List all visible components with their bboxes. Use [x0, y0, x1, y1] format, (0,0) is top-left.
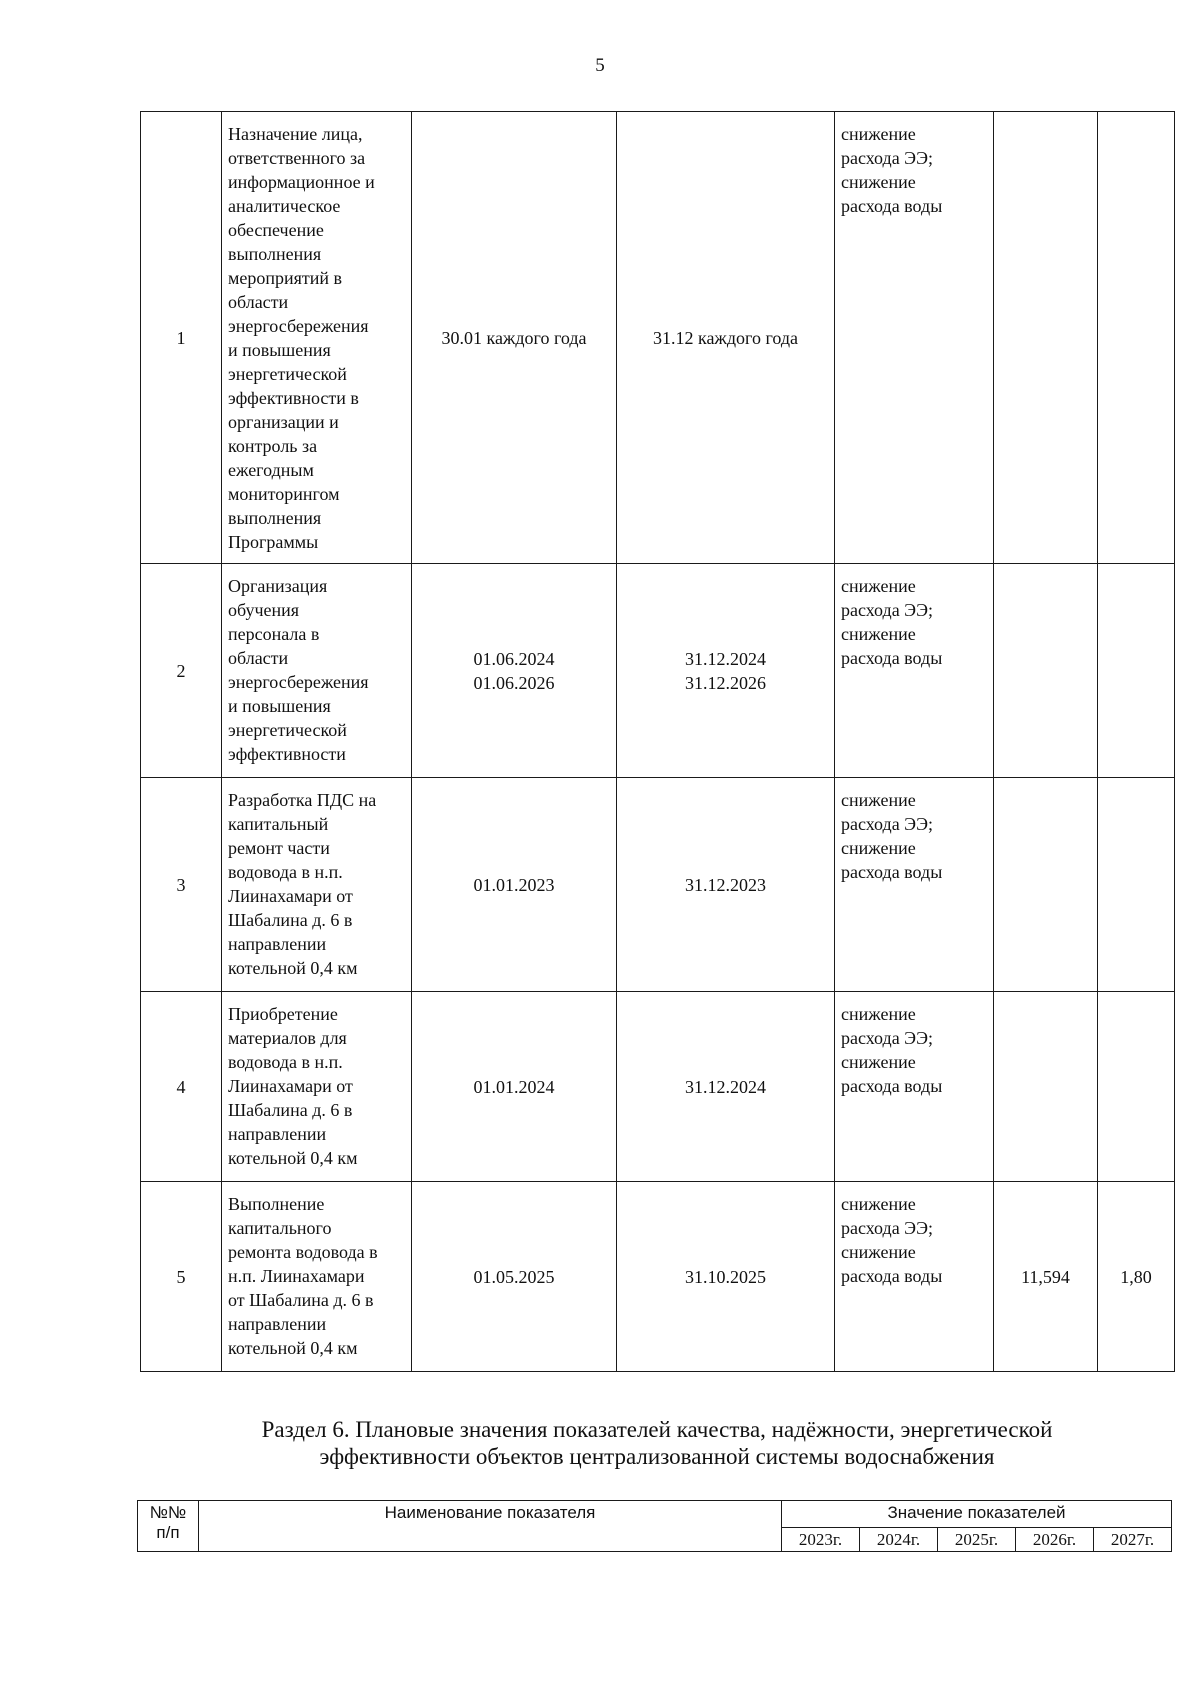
measure-name-line: выполнения — [228, 508, 322, 528]
start-date-line: 01.06.2024 — [473, 648, 555, 669]
measure-name-line: эффективности — [228, 744, 346, 764]
value-a — [994, 564, 1098, 778]
expected-effect — [835, 112, 994, 564]
end-date-line: 31.12.2024 — [685, 648, 766, 669]
measure-name-line: выполнения — [228, 244, 322, 264]
indicators-table — [137, 1500, 1172, 1552]
value-b — [1098, 992, 1175, 1182]
effect-line: снижение — [841, 1052, 916, 1072]
effect-line: снижение — [841, 1242, 916, 1262]
measure-number: 4 — [141, 992, 222, 1182]
measure-name-line: мониторингом — [228, 484, 340, 504]
measure-name — [222, 112, 412, 564]
effect-line: расхода ЭЭ; — [841, 148, 933, 168]
value-b — [1098, 564, 1175, 778]
year-2025: 2025г. — [938, 1528, 1016, 1552]
measure-name-line: персонала в — [228, 624, 320, 644]
value-a: 11,594 — [994, 1182, 1098, 1372]
effect-line: снижение — [841, 1004, 916, 1024]
measure-name-line: от Шабалина д. 6 в — [228, 1290, 374, 1310]
measure-name-line: водовода в н.п. — [228, 862, 343, 882]
measure-name-line: водовода в н.п. — [228, 1052, 343, 1072]
year-2023: 2023г. — [782, 1528, 860, 1552]
effect-line: расхода воды — [841, 1266, 943, 1286]
start-date-line: 30.01 каждого года — [441, 327, 587, 348]
expected-effect — [835, 564, 994, 778]
measure-row — [141, 564, 1175, 778]
effect-line: снижение — [841, 576, 916, 596]
measure-number: 5 — [141, 1182, 222, 1372]
measure-name-line: эффективности в — [228, 388, 359, 408]
measure-name-line: Выполнение — [228, 1194, 325, 1214]
end-date — [617, 778, 835, 992]
measure-name-line: ответственного за — [228, 148, 366, 168]
page-number: 5 — [595, 55, 605, 76]
measure-number: 3 — [141, 778, 222, 992]
header-number-line-1: №№ — [149, 1503, 187, 1522]
effect-line: снижение — [841, 838, 916, 858]
section-6-title — [140, 1416, 1174, 1470]
measure-name-line: контроль за — [228, 436, 318, 456]
start-date — [412, 1182, 617, 1372]
start-date-line: 01.05.2025 — [473, 1266, 555, 1287]
end-date — [617, 1182, 835, 1372]
measure-name-line: и повышения — [228, 340, 331, 360]
effect-line: расхода ЭЭ; — [841, 1218, 933, 1238]
header-number — [138, 1501, 199, 1552]
effect-line: расхода ЭЭ; — [841, 814, 933, 834]
start-date-line: 01.01.2024 — [473, 1076, 555, 1097]
measure-name-line: Программы — [228, 532, 319, 552]
value-a — [994, 112, 1098, 564]
value-b: 1,80 — [1098, 1182, 1175, 1372]
value-a — [994, 778, 1098, 992]
expected-effect — [835, 1182, 994, 1372]
effect-line: расхода воды — [841, 648, 943, 668]
start-date-line: 01.06.2026 — [473, 672, 555, 693]
measure-name-line: информационное и — [228, 172, 375, 192]
measure-name-line: направлении — [228, 1124, 327, 1144]
measure-row — [141, 992, 1175, 1182]
measure-name-line: аналитическое — [228, 196, 341, 216]
measure-name-line: обеспечение — [228, 220, 324, 240]
start-date-line: 01.01.2023 — [473, 874, 555, 895]
effect-line: снижение — [841, 1194, 916, 1214]
start-date — [412, 992, 617, 1182]
measure-name-line: материалов для — [228, 1028, 347, 1048]
effect-line: снижение — [841, 624, 916, 644]
measure-name-line: капитального — [228, 1218, 332, 1238]
value-b — [1098, 112, 1175, 564]
end-date-line: 31.12.2024 — [685, 1076, 766, 1097]
effect-line: расхода воды — [841, 862, 943, 882]
measure-number: 1 — [141, 112, 222, 564]
effect-line: расхода воды — [841, 1076, 943, 1096]
measure-name — [222, 1182, 412, 1372]
measure-name-line: Назначение лица, — [228, 124, 363, 144]
measure-name-line: котельной 0,4 км — [228, 1148, 358, 1168]
measure-name-line: энергосбережения — [228, 672, 369, 692]
measure-name-line: котельной 0,4 км — [228, 958, 358, 978]
measure-name-line: ремонт части — [228, 838, 330, 858]
value-b — [1098, 778, 1175, 992]
measure-row — [141, 778, 1175, 992]
effect-line: снижение — [841, 790, 916, 810]
effect-line: снижение — [841, 124, 916, 144]
measure-name-line: Шабалина д. 6 в — [228, 1100, 353, 1120]
measure-name-line: мероприятий в — [228, 268, 343, 288]
year-2027: 2027г. — [1094, 1528, 1172, 1552]
measure-name-line: н.п. Лиинахамари — [228, 1266, 365, 1286]
end-date-line: 31.12.2026 — [685, 672, 766, 693]
end-date — [617, 564, 835, 778]
measure-name-line: области — [228, 292, 289, 312]
measure-name-line: обучения — [228, 600, 300, 620]
measure-name-line: ежегодным — [228, 460, 314, 480]
effect-line: расхода ЭЭ; — [841, 600, 933, 620]
section-6-title-line-2: эффективности объектов централизованной системы водоснабжения — [319, 1444, 995, 1469]
header-indicator-name: Наименование показателя — [199, 1501, 782, 1552]
end-date — [617, 992, 835, 1182]
measure-name — [222, 564, 412, 778]
measure-name-line: энергосбережения — [228, 316, 369, 336]
effect-line: расхода воды — [841, 196, 943, 216]
measure-name-line: направлении — [228, 1314, 327, 1334]
year-2026: 2026г. — [1016, 1528, 1094, 1552]
start-date — [412, 112, 617, 564]
end-date-line: 31.10.2025 — [685, 1266, 766, 1287]
measure-name-line: организации и — [228, 412, 339, 432]
measure-name-line: Шабалина д. 6 в — [228, 910, 353, 930]
measure-name-line: энергетической — [228, 720, 347, 740]
measure-name-line: направлении — [228, 934, 327, 954]
measure-name-line: Лиинахамари от — [228, 1076, 353, 1096]
start-date — [412, 778, 617, 992]
measure-name — [222, 992, 412, 1182]
measure-name-line: Разработка ПДС на — [228, 790, 377, 810]
measure-number: 2 — [141, 564, 222, 778]
measure-name — [222, 778, 412, 992]
header-number-line-2: п/п — [156, 1523, 180, 1542]
measure-row — [141, 1182, 1175, 1372]
start-date — [412, 564, 617, 778]
measure-name-line: области — [228, 648, 289, 668]
measure-name-line: ремонта водовода в — [228, 1242, 378, 1262]
measure-name-line: и повышения — [228, 696, 331, 716]
end-date — [617, 112, 835, 564]
expected-effect — [835, 992, 994, 1182]
end-date-line: 31.12 каждого года — [652, 327, 799, 348]
end-date-line: 31.12.2023 — [685, 874, 766, 895]
measure-name-line: Организация — [228, 576, 328, 596]
expected-effect — [835, 778, 994, 992]
value-a — [994, 992, 1098, 1182]
year-2024: 2024г. — [860, 1528, 938, 1552]
effect-line: расхода ЭЭ; — [841, 1028, 933, 1048]
effect-line: снижение — [841, 172, 916, 192]
measure-name-line: энергетической — [228, 364, 347, 384]
measure-name-line: капитальный — [228, 814, 329, 834]
header-indicator-values: Значение показателей — [782, 1501, 1172, 1528]
section-6-title-line-1: Раздел 6. Плановые значения показателей качества, надёжности, энергетической — [261, 1417, 1053, 1442]
measure-name-line: котельной 0,4 км — [228, 1338, 358, 1358]
measure-name-line: Приобретение — [228, 1004, 338, 1024]
measures-table — [140, 111, 1175, 1372]
measure-row — [141, 112, 1175, 564]
measure-name-line: Лиинахамари от — [228, 886, 353, 906]
